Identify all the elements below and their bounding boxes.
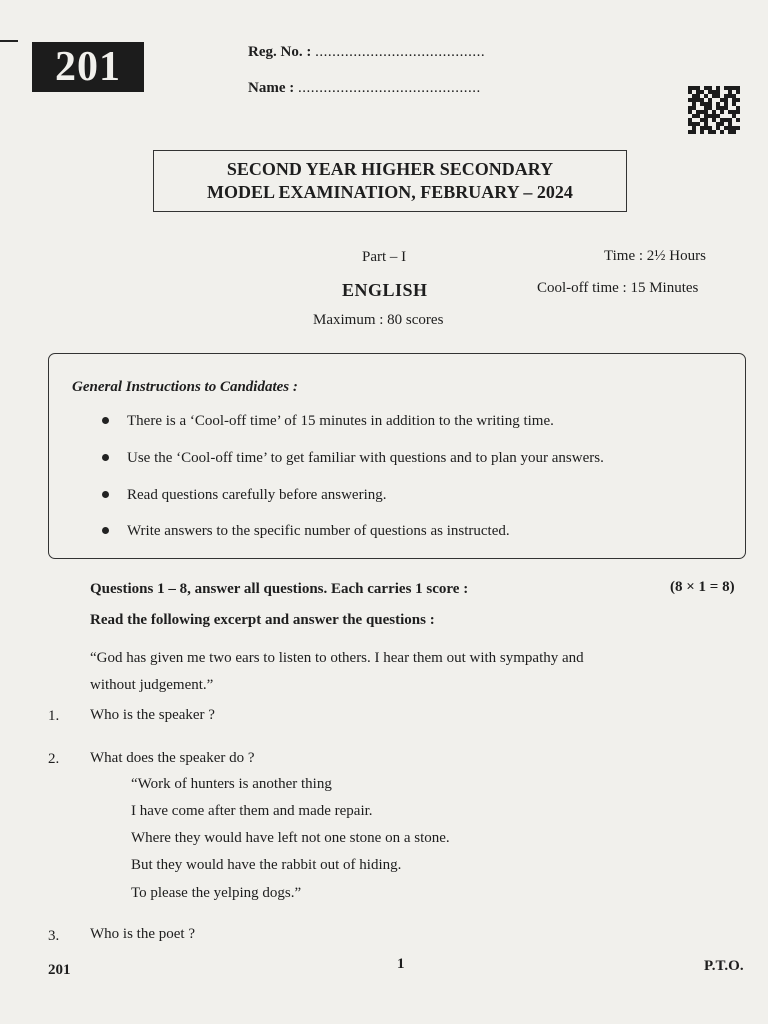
- cooloff-info: [537, 280, 698, 297]
- name-blank[interactable]: ...........................................: [297, 80, 481, 96]
- instruction-item: Use the ‘Cool-off time’ to get familiar with questions and to plan your answers.: [102, 450, 604, 467]
- bullet-icon: [102, 491, 109, 498]
- bullet-icon: [102, 527, 109, 534]
- poem-line: To please the yelping dogs.”: [131, 885, 302, 901]
- bullet-icon: [102, 417, 109, 424]
- poem-line: I have come after them and made repair.: [131, 803, 373, 819]
- name-label: Name :: [248, 80, 295, 96]
- exam-title-box: [153, 150, 627, 212]
- top-edge-mark: [0, 40, 18, 42]
- paper-code-badge: 201: [32, 42, 144, 92]
- bullet-icon: [102, 454, 109, 461]
- part-label: Part – I: [362, 249, 407, 265]
- instruction-item: Write answers to the specific number of questions as instructed.: [102, 523, 510, 540]
- instruction-item: There is a ‘Cool-off time’ of 15 minutes in addition to the writing time.: [102, 413, 554, 430]
- reg-no-field: [248, 44, 485, 61]
- section-subheading: Read the following excerpt and answer the questions :: [90, 612, 435, 628]
- question-text: Who is the poet ?: [90, 926, 195, 942]
- reg-no-blank[interactable]: ........................................: [315, 44, 486, 60]
- section-heading: Questions 1 – 8, answer all questions. Each carries 1 score :: [90, 581, 469, 597]
- cooloff-value: : 15 Minutes: [622, 280, 699, 296]
- subject-title: ENGLISH: [342, 280, 428, 300]
- instructions-heading: General Instructions to Candidates :: [72, 379, 298, 395]
- maximum-score: Maximum : 80 scores: [313, 312, 444, 328]
- poem-line: But they would have the rabbit out of hiding.: [131, 857, 402, 873]
- page-number: 1: [397, 956, 405, 972]
- instruction-item: Read questions carefully before answering.: [102, 487, 387, 504]
- exam-title-line2: MODEL EXAMINATION, FEBRUARY – 2024: [207, 182, 573, 202]
- time-value: : 2½ Hours: [638, 248, 706, 264]
- question-number: 1.: [48, 708, 60, 724]
- poem-line: “Work of hunters is another thing: [131, 776, 332, 792]
- reg-no-label: Reg. No. :: [248, 44, 312, 60]
- exam-title-line1: SECOND YEAR HIGHER SECONDARY: [226, 159, 554, 179]
- section-score: (8 × 1 = 8): [670, 579, 735, 595]
- footer-paper-code: 201: [48, 962, 71, 978]
- qr-code-icon: [688, 86, 740, 134]
- poem-line: Where they would have left not one stone on a stone.: [131, 830, 450, 846]
- time-label: Time: [604, 248, 636, 264]
- name-field: [248, 80, 481, 97]
- question-number: 3.: [48, 928, 60, 944]
- question-text: Who is the speaker ?: [90, 707, 215, 723]
- question-number: 2.: [48, 751, 60, 767]
- excerpt-line2: without judgement.”: [90, 677, 214, 693]
- pto-label: P.T.O.: [704, 958, 744, 974]
- time-info: [604, 248, 706, 265]
- excerpt-line1: “God has given me two ears to listen to others. I hear them out with sympathy and: [90, 650, 584, 666]
- question-text: What does the speaker do ?: [90, 750, 255, 766]
- cooloff-label: Cool-off time: [537, 280, 619, 296]
